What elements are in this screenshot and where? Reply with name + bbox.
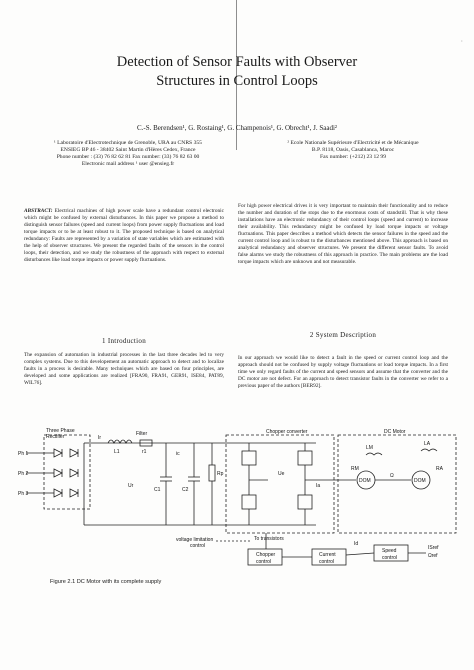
abstract-label: ABSTRACT: xyxy=(24,208,53,214)
inductor-l1 xyxy=(108,440,132,443)
label-c2: C2 xyxy=(182,487,189,493)
label-la: LA xyxy=(424,441,431,447)
section-2-body xyxy=(238,355,448,393)
label-chopper: Chopper converter xyxy=(266,429,308,435)
resistor-rp xyxy=(209,465,215,481)
abstract-block xyxy=(24,208,224,267)
affiliation-left-line-2: ENSIEG BP 46 - 38402 Saint Martin d'Hères Cedex, France xyxy=(60,147,196,154)
label-rectifier-2: Rectifier xyxy=(46,434,65,440)
label-ra: RA xyxy=(436,466,443,472)
label-ph3: Ph 3 xyxy=(18,491,29,497)
paper-title-line-1: Detection of Sensor Faults with Observer xyxy=(116,54,358,70)
section-1-body xyxy=(24,352,224,390)
rectifier-box xyxy=(44,435,90,509)
label-speed-control-2: control xyxy=(382,555,398,561)
label-lm: LM xyxy=(366,445,373,451)
label-to-transistors: To transistors xyxy=(254,536,284,542)
label-current-control: Current xyxy=(319,552,336,558)
label-id: Id xyxy=(354,541,359,547)
label-ue: Ue xyxy=(278,471,285,477)
inductor-lm xyxy=(366,453,382,455)
right-intro-text: For high power electrical drives it is very important to maintain their functionality and to reduce the number and duration of the stops due to the enormous costs of standstill. That is why these installations have an electronic redundancy of their control loops (speed and current) to increase their availability. This redundancy might be confused by load torque impacts or voltage fluctuations. This paper describes a method which detects the sensor failures in the speed and the current control loop and is robust to the disturbances mentioned above. This approach is based on analytical redundancy and observer structures. We present the different sensor faults. To avoid false alarms we study the robustness of this approach in practice. The main problems are the load torque impacts which are unknown and not measurable. xyxy=(238,203,448,266)
label-voltage-limit: voltage limitation xyxy=(176,537,214,543)
affiliation-left-line-3: Phone number : (33) 76 82 62 81 Fax number: (33) 76 82 63 00 xyxy=(56,154,200,161)
label-current-control-2: control xyxy=(319,559,335,565)
label-omega: Ω xyxy=(390,473,394,479)
label-voltage-limit-2: control xyxy=(190,543,206,549)
affiliation-right-line-1: ² Ecole Nationale Supérieure d'Electricité et de Mécanique xyxy=(287,140,419,146)
motor-box xyxy=(338,435,456,533)
label-ic: ic xyxy=(176,451,180,457)
label-l1: L1 xyxy=(114,449,120,455)
affiliation-left-line-1: ¹ Laboratoire d'Electrotechnique de Grenoble, URA au CNRS 355 xyxy=(54,140,202,146)
scan-edge-mark: · xyxy=(458,40,464,42)
dc-motor-supply-schematic xyxy=(16,425,462,575)
section-2-heading: 2 System Description xyxy=(309,331,377,339)
label-rm: RM xyxy=(351,466,359,472)
author-list: C.-S. Berendsen¹, G. Rostaing¹, G. Champenois¹, G. Obrecht¹, J. Saadi² xyxy=(136,124,338,132)
affiliation-left xyxy=(18,140,238,168)
label-iref: ISref xyxy=(428,545,439,551)
label-c1: C1 xyxy=(154,487,161,493)
paper-title-line-2: Structures in Control Loops xyxy=(156,73,318,89)
affiliation-right-line-2: B.P. 8118, Oasis, Casablanca, Maroc xyxy=(311,147,395,154)
label-ph1: Ph 1 xyxy=(18,451,29,457)
label-chopper-control: Chopper xyxy=(256,552,276,558)
label-rectifier: Three Phase xyxy=(46,428,75,434)
label-r1: r1 xyxy=(142,449,147,455)
label-ph2: Ph 2 xyxy=(18,471,29,477)
label-filter: Filter xyxy=(136,431,148,437)
label-dom-1: DOM xyxy=(359,478,371,484)
chopper-transistors xyxy=(242,443,312,525)
affiliation-right xyxy=(248,140,458,161)
section-2-text: In our approach we would like to detect a fault in the speed or current control loop and the approach should not be confused by supply voltage fluctuations or load torque impacts. In a first time we only regard faults of the current and speed sensors and assume that the converter and the DC motor are not defect. For an approach to detect transistor faults in the converter we refer to a previous paper of the authors [BER92]. xyxy=(238,355,448,390)
label-dom-2: DOM xyxy=(414,478,426,484)
rectifier-diodes xyxy=(54,449,78,497)
label-ur: Ur xyxy=(128,483,134,489)
affiliation-right-line-3: Fax number: (+212) 23 12 99 xyxy=(319,154,387,161)
label-rp: Rp xyxy=(217,471,224,477)
section-1-text: The expansion of automation in industrial processes in the last three decades led to very complex systems. Due to this developement an automatic approach to detect and to localize faults in a process is desirable. Many techniques which are based on four principles, are developed and some applications are realized [FRA90, FRA91, GER91, ISE84, PAT89, WIL76]. xyxy=(24,352,224,387)
label-ia: Ia xyxy=(316,483,321,489)
right-column-intro xyxy=(238,203,448,269)
figure-caption: Figure 2.1 DC Motor with its complete supply xyxy=(50,579,162,585)
label-speed-control: Speed xyxy=(382,548,397,554)
label-nref: Ωref xyxy=(428,553,438,559)
inductor-la xyxy=(421,449,437,451)
section-1-heading: 1 Introduction xyxy=(101,337,147,345)
label-dc-motor: DC Motor xyxy=(384,429,406,435)
abstract-text: Electrical machines of high power scale have a redundant control electronic which might be confused by external disturbances. In this paper we propose a method to distinguish sensor failures (speed and current loops) from power supply fluctuations and load torque impacts or to be at least robust to it. The proposed technique is based on analytical redundancy: Faults are represented by a variation of state variables which are estimated with the help of observer structures. We present the regarded faults of the sensors in the control loops, their detection, and we study the robustness of the approach with respect to external disturbances like load torque impacts or power supply fluctuations. xyxy=(24,208,224,264)
label-chopper-control-2: control xyxy=(256,559,272,565)
affiliation-left-line-4: Electronic mail address ¹ user @ensieg.fr xyxy=(81,161,175,168)
label-ir: Ir xyxy=(98,435,102,441)
